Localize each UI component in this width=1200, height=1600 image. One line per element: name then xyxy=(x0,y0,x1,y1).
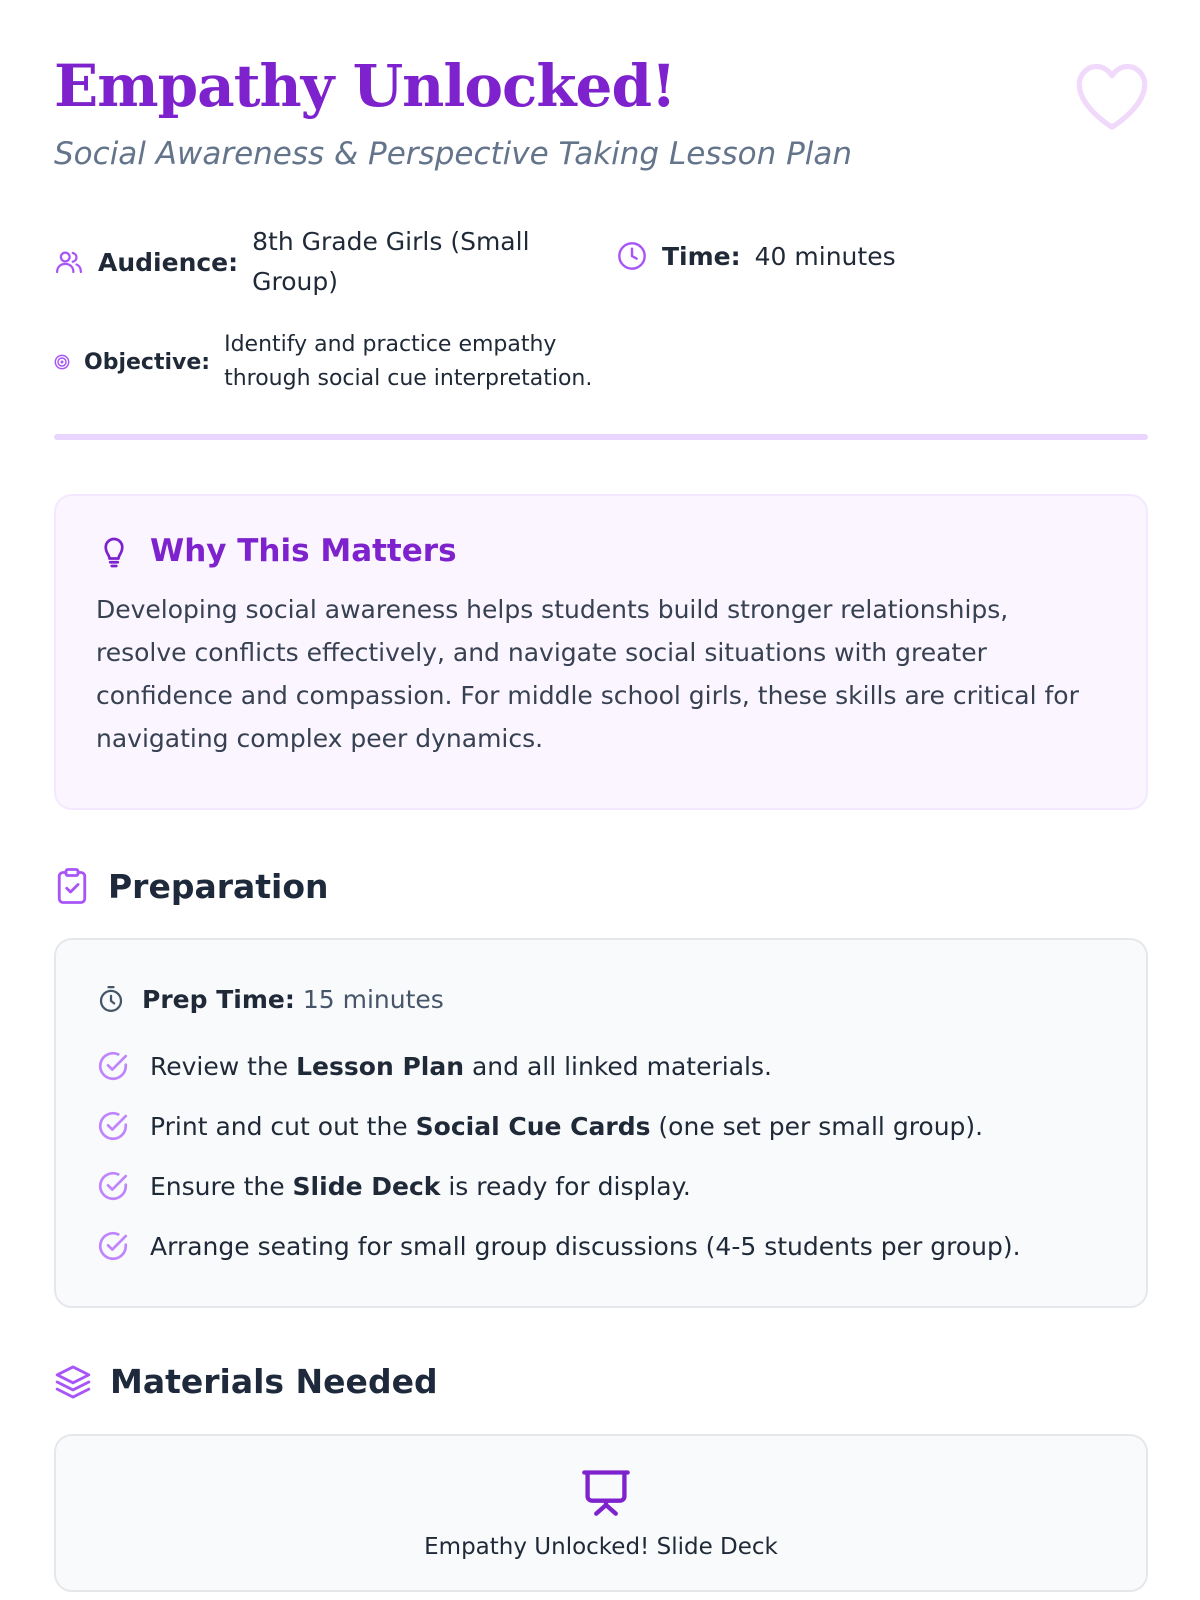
check-circle-icon xyxy=(96,1229,130,1263)
item-text: Review the Lesson Plan and all linked materials. xyxy=(150,1051,772,1081)
page-subtitle: Social Awareness & Perspective Taking Lesson Plan xyxy=(54,136,853,172)
audience-label: Audience: xyxy=(98,247,239,277)
lightbulb-icon xyxy=(96,532,132,570)
why-body: Developing social awareness helps students build stronger relationships, resolve conflicts effectively, and navigate social situations with greater confidence and compassion. For middle school girls, these skills are critical for navigating complex peer dynamics. xyxy=(96,595,1079,753)
audience-value: 8th Grade Girls (Small Group) xyxy=(252,227,530,296)
objective-meta xyxy=(54,328,654,396)
materials-title: Materials Needed xyxy=(110,1362,438,1401)
list-item xyxy=(96,1216,1106,1276)
list-item xyxy=(96,1036,1106,1096)
list-item xyxy=(96,1156,1106,1216)
preparation-header xyxy=(54,866,329,906)
prep-time-row xyxy=(96,984,1106,1014)
audience-meta xyxy=(54,222,574,302)
heart-icon[interactable] xyxy=(1072,60,1152,132)
material-label: Empathy Unlocked! Slide Deck xyxy=(424,1534,778,1560)
preparation-list xyxy=(96,1036,1106,1276)
check-circle-icon xyxy=(96,1109,130,1143)
why-this-matters-card xyxy=(54,494,1148,810)
page-title: Empathy Unlocked! xyxy=(54,52,676,120)
why-header xyxy=(96,532,1106,570)
material-card-slide-deck[interactable] xyxy=(54,1434,1148,1592)
layers-icon xyxy=(54,1363,92,1401)
check-circle-icon xyxy=(96,1049,130,1083)
why-title: Why This Matters xyxy=(150,533,457,569)
time-value: 40 minutes xyxy=(754,241,896,271)
stopwatch-icon xyxy=(96,984,126,1014)
objective-value: Identify and practice empathy through social cue interpretation. xyxy=(224,332,593,391)
check-circle-icon xyxy=(96,1169,130,1203)
header-divider xyxy=(54,434,1148,440)
target-icon xyxy=(54,354,70,370)
clock-icon xyxy=(616,240,648,272)
prep-time-value: 15 minutes xyxy=(302,984,444,1014)
time-meta xyxy=(616,240,896,272)
item-text: Arrange seating for small group discussions (4-5 students per group). xyxy=(150,1231,1021,1261)
presentation-icon xyxy=(580,1466,632,1518)
item-text: Ensure the Slide Deck is ready for display. xyxy=(150,1171,691,1201)
preparation-card xyxy=(54,938,1148,1308)
item-text: Print and cut out the Social Cue Cards (one set per small group). xyxy=(150,1111,984,1141)
prep-time-label: Prep Time: xyxy=(142,984,295,1014)
time-label: Time: xyxy=(662,241,741,271)
materials-header xyxy=(54,1362,438,1401)
objective-label: Objective: xyxy=(84,349,211,375)
users-icon xyxy=(54,247,84,277)
preparation-title: Preparation xyxy=(108,866,329,906)
clipboard-check-icon xyxy=(54,866,90,906)
list-item xyxy=(96,1096,1106,1156)
